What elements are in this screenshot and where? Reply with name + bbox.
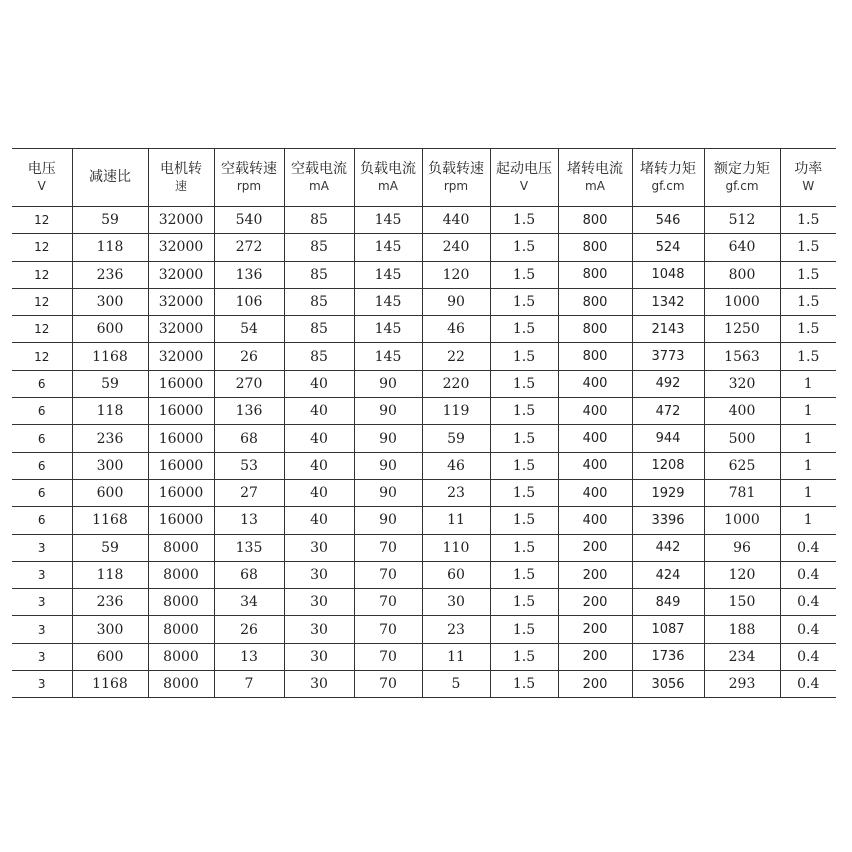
column-header — [72, 149, 148, 207]
table-cell: 59 — [72, 534, 148, 561]
table-row — [12, 616, 836, 643]
table-cell: 11 — [422, 507, 490, 534]
table-cell: 272 — [214, 234, 284, 261]
column-header-title: 空载电流 — [291, 160, 347, 177]
column-header — [214, 149, 284, 207]
table-row — [12, 643, 836, 670]
table-cell: 13 — [214, 507, 284, 534]
table-row — [12, 370, 836, 397]
table-cell: 200 — [558, 671, 632, 698]
table-cell: 90 — [354, 452, 422, 479]
table-cell: 625 — [704, 452, 780, 479]
column-header-title: 额定力矩 — [714, 160, 770, 177]
table-cell: 30 — [284, 671, 354, 698]
table-cell: 40 — [284, 370, 354, 397]
table-cell: 8000 — [148, 589, 214, 616]
table-cell: 1 — [780, 425, 836, 452]
table-cell: 8000 — [148, 643, 214, 670]
table-cell: 400 — [558, 370, 632, 397]
table-row — [12, 207, 836, 234]
table-cell: 40 — [284, 398, 354, 425]
table-cell: 1000 — [704, 507, 780, 534]
table-cell: 1.5 — [780, 316, 836, 343]
table-cell: 800 — [558, 316, 632, 343]
table-cell: 320 — [704, 370, 780, 397]
column-header-title: 电机转 — [160, 160, 202, 177]
column-header-unit: mA — [585, 178, 605, 193]
column-header — [284, 149, 354, 207]
table-cell: 270 — [214, 370, 284, 397]
table-row — [12, 534, 836, 561]
table-cell: 23 — [422, 479, 490, 506]
table-cell: 90 — [354, 479, 422, 506]
table-cell: 8000 — [148, 561, 214, 588]
table-cell: 300 — [72, 452, 148, 479]
table-cell: 1.5 — [490, 316, 558, 343]
table-cell: 7 — [214, 671, 284, 698]
table-cell: 300 — [72, 288, 148, 315]
table-cell: 70 — [354, 534, 422, 561]
table-cell: 200 — [558, 589, 632, 616]
table-cell: 118 — [72, 234, 148, 261]
table-cell: 32000 — [148, 261, 214, 288]
column-header-title: 电压 — [27, 160, 56, 177]
table-cell: 600 — [72, 643, 148, 670]
table-cell: 30 — [284, 589, 354, 616]
table-cell: 70 — [354, 671, 422, 698]
table-cell: 220 — [422, 370, 490, 397]
table-cell: 1.5 — [490, 479, 558, 506]
table-cell: 70 — [354, 616, 422, 643]
table-cell: 1250 — [704, 316, 780, 343]
table-row — [12, 261, 836, 288]
table-cell: 23 — [422, 616, 490, 643]
column-header-unit: rpm — [236, 178, 262, 193]
table-cell: 46 — [422, 316, 490, 343]
table-cell: 40 — [284, 479, 354, 506]
table-cell: 90 — [354, 425, 422, 452]
table-cell: 90 — [422, 288, 490, 315]
table-cell: 145 — [354, 343, 422, 370]
table-cell: 200 — [558, 534, 632, 561]
table-cell: 3 — [12, 643, 72, 670]
table-cell: 22 — [422, 343, 490, 370]
table-cell: 800 — [558, 234, 632, 261]
column-header-unit: gf.cm — [725, 178, 759, 193]
table-cell: 90 — [354, 370, 422, 397]
table-cell: 3 — [12, 671, 72, 698]
table-cell: 300 — [72, 616, 148, 643]
table-cell: 0.4 — [780, 616, 836, 643]
table-row — [12, 234, 836, 261]
table-cell: 442 — [632, 534, 704, 561]
table-row — [12, 452, 836, 479]
column-header — [632, 149, 704, 207]
table-cell: 68 — [214, 425, 284, 452]
table-cell: 200 — [558, 561, 632, 588]
table-cell: 8000 — [148, 534, 214, 561]
table-row — [12, 507, 836, 534]
column-header — [704, 149, 780, 207]
table-cell: 800 — [558, 343, 632, 370]
table-cell: 5 — [422, 671, 490, 698]
table-cell: 16000 — [148, 398, 214, 425]
column-header-unit: V — [37, 178, 46, 193]
table-row — [12, 589, 836, 616]
column-header-unit: mA — [378, 178, 398, 193]
table-cell: 32000 — [148, 288, 214, 315]
table-body — [12, 207, 836, 698]
table-cell: 800 — [558, 207, 632, 234]
column-header-unit: rpm — [443, 178, 469, 193]
table-cell: 0.4 — [780, 589, 836, 616]
table-row — [12, 316, 836, 343]
table-cell: 119 — [422, 398, 490, 425]
table-cell: 1.5 — [490, 452, 558, 479]
table-cell: 145 — [354, 288, 422, 315]
table-cell: 3 — [12, 616, 72, 643]
table-cell: 1.5 — [490, 288, 558, 315]
table-cell: 2143 — [632, 316, 704, 343]
table-cell: 12 — [12, 288, 72, 315]
table-cell: 1.5 — [490, 261, 558, 288]
table-row — [12, 479, 836, 506]
table-cell: 800 — [704, 261, 780, 288]
table-cell: 60 — [422, 561, 490, 588]
table-cell: 1048 — [632, 261, 704, 288]
table-cell: 1.5 — [490, 616, 558, 643]
table-cell: 1000 — [704, 288, 780, 315]
table-cell: 6 — [12, 398, 72, 425]
table-cell: 16000 — [148, 425, 214, 452]
table-cell: 59 — [72, 370, 148, 397]
table-cell: 40 — [284, 425, 354, 452]
table-cell: 540 — [214, 207, 284, 234]
table-cell: 85 — [284, 316, 354, 343]
table-cell: 0.4 — [780, 534, 836, 561]
table-cell: 16000 — [148, 507, 214, 534]
table-cell: 53 — [214, 452, 284, 479]
table-cell: 440 — [422, 207, 490, 234]
table-cell: 145 — [354, 234, 422, 261]
table-cell: 13 — [214, 643, 284, 670]
table-cell: 118 — [72, 398, 148, 425]
table-cell: 30 — [284, 534, 354, 561]
table-cell: 32000 — [148, 207, 214, 234]
table-cell: 118 — [72, 561, 148, 588]
table-cell: 59 — [72, 207, 148, 234]
table-cell: 135 — [214, 534, 284, 561]
table-cell: 1168 — [72, 671, 148, 698]
table-cell: 1.5 — [490, 207, 558, 234]
table-cell: 1208 — [632, 452, 704, 479]
table-cell: 0.4 — [780, 643, 836, 670]
table-cell: 1.5 — [490, 343, 558, 370]
column-header-title: 堵转力矩 — [640, 160, 696, 177]
table-cell: 1.5 — [490, 561, 558, 588]
table-cell: 8000 — [148, 616, 214, 643]
table-cell: 3 — [12, 561, 72, 588]
table-cell: 424 — [632, 561, 704, 588]
table-cell: 640 — [704, 234, 780, 261]
table-cell: 944 — [632, 425, 704, 452]
table-cell: 236 — [72, 261, 148, 288]
column-header-title: 负载转速 — [428, 160, 484, 177]
table-cell: 54 — [214, 316, 284, 343]
table-cell: 400 — [704, 398, 780, 425]
table-cell: 1.5 — [780, 261, 836, 288]
table-cell: 3396 — [632, 507, 704, 534]
column-header — [354, 149, 422, 207]
column-header — [780, 149, 836, 207]
table-cell: 34 — [214, 589, 284, 616]
table-cell: 3 — [12, 534, 72, 561]
column-header-unit: 速 — [174, 178, 187, 193]
table-cell: 781 — [704, 479, 780, 506]
column-header-title: 功率 — [794, 160, 823, 177]
table-cell: 600 — [72, 479, 148, 506]
table-cell: 1.5 — [490, 425, 558, 452]
table-row — [12, 425, 836, 452]
table-cell: 849 — [632, 589, 704, 616]
table-cell: 106 — [214, 288, 284, 315]
table-cell: 1168 — [72, 343, 148, 370]
column-header-unit: V — [519, 178, 529, 193]
column-header-unit: gf.cm — [651, 178, 685, 193]
table-cell: 12 — [12, 261, 72, 288]
table-cell: 1.5 — [490, 370, 558, 397]
spec-table-container — [12, 148, 836, 698]
table-cell: 85 — [284, 288, 354, 315]
table-cell: 16000 — [148, 370, 214, 397]
column-header-unit: W — [802, 178, 815, 193]
table-cell: 1.5 — [780, 343, 836, 370]
table-cell: 12 — [12, 316, 72, 343]
table-cell: 46 — [422, 452, 490, 479]
table-cell: 32000 — [148, 343, 214, 370]
table-cell: 1.5 — [490, 507, 558, 534]
table-cell: 12 — [12, 207, 72, 234]
table-cell: 1.5 — [780, 288, 836, 315]
table-cell: 6 — [12, 507, 72, 534]
motor-spec-table — [12, 148, 836, 698]
table-cell: 27 — [214, 479, 284, 506]
table-cell: 1087 — [632, 616, 704, 643]
table-cell: 40 — [284, 507, 354, 534]
table-cell: 6 — [12, 370, 72, 397]
column-header-title: 堵转电流 — [567, 160, 623, 177]
table-cell: 3056 — [632, 671, 704, 698]
table-cell: 85 — [284, 234, 354, 261]
table-cell: 26 — [214, 616, 284, 643]
table-cell: 32000 — [148, 316, 214, 343]
table-cell: 3 — [12, 589, 72, 616]
table-cell: 1736 — [632, 643, 704, 670]
table-cell: 400 — [558, 398, 632, 425]
table-cell: 145 — [354, 261, 422, 288]
table-cell: 1929 — [632, 479, 704, 506]
table-cell: 188 — [704, 616, 780, 643]
table-cell: 236 — [72, 589, 148, 616]
table-cell: 1.5 — [490, 589, 558, 616]
table-cell: 600 — [72, 316, 148, 343]
table-cell: 1.5 — [490, 534, 558, 561]
table-cell: 30 — [284, 643, 354, 670]
table-cell: 59 — [422, 425, 490, 452]
table-row — [12, 288, 836, 315]
table-cell: 400 — [558, 479, 632, 506]
table-cell: 1168 — [72, 507, 148, 534]
table-cell: 293 — [704, 671, 780, 698]
table-cell: 12 — [12, 234, 72, 261]
table-cell: 1 — [780, 479, 836, 506]
table-cell: 11 — [422, 643, 490, 670]
column-header — [490, 149, 558, 207]
table-cell: 1.5 — [490, 398, 558, 425]
table-cell: 85 — [284, 343, 354, 370]
table-cell: 90 — [354, 507, 422, 534]
table-cell: 96 — [704, 534, 780, 561]
table-cell: 12 — [12, 343, 72, 370]
column-header-title: 空载转速 — [221, 160, 277, 177]
table-cell: 110 — [422, 534, 490, 561]
table-cell: 120 — [704, 561, 780, 588]
table-cell: 32000 — [148, 234, 214, 261]
table-cell: 1.5 — [490, 671, 558, 698]
table-cell: 30 — [284, 561, 354, 588]
table-cell: 6 — [12, 425, 72, 452]
header-row — [12, 149, 836, 207]
table-cell: 200 — [558, 643, 632, 670]
table-cell: 0.4 — [780, 561, 836, 588]
column-header-title: 减速比 — [89, 169, 131, 185]
table-cell: 1 — [780, 507, 836, 534]
table-cell: 546 — [632, 207, 704, 234]
table-cell: 150 — [704, 589, 780, 616]
table-cell: 524 — [632, 234, 704, 261]
table-cell: 6 — [12, 452, 72, 479]
table-cell: 1563 — [704, 343, 780, 370]
table-cell: 200 — [558, 616, 632, 643]
table-cell: 1.5 — [490, 643, 558, 670]
table-cell: 400 — [558, 425, 632, 452]
column-header — [422, 149, 490, 207]
table-cell: 472 — [632, 398, 704, 425]
table-cell: 85 — [284, 207, 354, 234]
table-cell: 800 — [558, 288, 632, 315]
table-row — [12, 398, 836, 425]
table-cell: 16000 — [148, 479, 214, 506]
table-cell: 1.5 — [490, 234, 558, 261]
column-header-title: 起动电压 — [496, 160, 552, 177]
table-cell: 70 — [354, 643, 422, 670]
table-row — [12, 343, 836, 370]
table-cell: 90 — [354, 398, 422, 425]
table-cell: 68 — [214, 561, 284, 588]
table-cell: 6 — [12, 479, 72, 506]
column-header — [558, 149, 632, 207]
table-cell: 136 — [214, 398, 284, 425]
column-header-unit: mA — [309, 178, 329, 193]
table-cell: 234 — [704, 643, 780, 670]
table-cell: 400 — [558, 452, 632, 479]
table-cell: 30 — [284, 616, 354, 643]
table-cell: 1342 — [632, 288, 704, 315]
table-cell: 30 — [422, 589, 490, 616]
table-cell: 136 — [214, 261, 284, 288]
table-cell: 1.5 — [780, 207, 836, 234]
table-cell: 85 — [284, 261, 354, 288]
table-cell: 512 — [704, 207, 780, 234]
table-cell: 0.4 — [780, 671, 836, 698]
table-cell: 70 — [354, 561, 422, 588]
table-cell: 500 — [704, 425, 780, 452]
table-cell: 492 — [632, 370, 704, 397]
table-cell: 145 — [354, 316, 422, 343]
table-cell: 236 — [72, 425, 148, 452]
table-cell: 1 — [780, 452, 836, 479]
table-cell: 40 — [284, 452, 354, 479]
table-cell: 16000 — [148, 452, 214, 479]
table-cell: 145 — [354, 207, 422, 234]
table-cell: 26 — [214, 343, 284, 370]
column-header — [12, 149, 72, 207]
column-header — [148, 149, 214, 207]
table-cell: 3773 — [632, 343, 704, 370]
table-row — [12, 671, 836, 698]
table-cell: 1 — [780, 370, 836, 397]
table-cell: 70 — [354, 589, 422, 616]
table-cell: 400 — [558, 507, 632, 534]
table-cell: 800 — [558, 261, 632, 288]
table-cell: 1 — [780, 398, 836, 425]
table-cell: 240 — [422, 234, 490, 261]
table-row — [12, 561, 836, 588]
column-header-title: 负载电流 — [360, 160, 416, 177]
table-cell: 8000 — [148, 671, 214, 698]
table-cell: 120 — [422, 261, 490, 288]
table-cell: 1.5 — [780, 234, 836, 261]
